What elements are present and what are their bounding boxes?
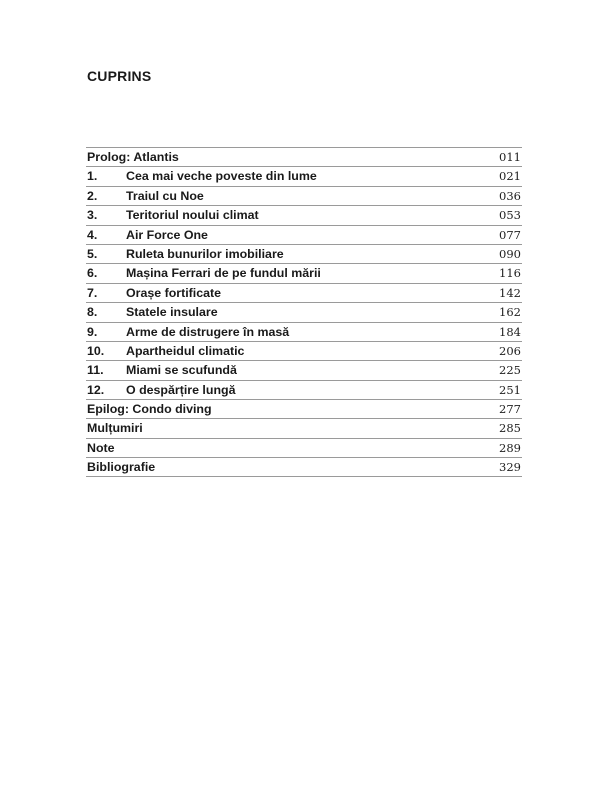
toc-entry-page: 011 xyxy=(499,150,521,164)
toc-entry-page: 162 xyxy=(499,305,521,320)
toc-entry-title: Orașe fortificate xyxy=(126,285,222,300)
table-of-contents xyxy=(86,147,522,477)
toc-row xyxy=(86,205,522,224)
toc-entry-page: 206 xyxy=(499,343,521,358)
toc-entry-number: 1. xyxy=(87,169,98,184)
toc-entry-title: Bibliografie xyxy=(87,460,156,475)
toc-row xyxy=(86,380,522,399)
toc-entry-page: 289 xyxy=(499,440,521,455)
toc-row xyxy=(86,283,522,302)
toc-entry-number: 2. xyxy=(87,188,98,203)
toc-entry-page: 251 xyxy=(499,382,521,397)
toc-entry-number: 11. xyxy=(87,363,104,378)
toc-entry-page: 053 xyxy=(499,208,521,223)
toc-row xyxy=(86,147,522,166)
toc-row xyxy=(86,360,522,379)
toc-entry-title: Statele insulare xyxy=(126,305,218,320)
toc-entry-number: 9. xyxy=(87,324,98,339)
toc-entry-title: Note xyxy=(87,440,115,455)
toc-row xyxy=(86,399,522,418)
toc-entry-page: 021 xyxy=(499,169,521,184)
toc-row xyxy=(86,244,522,263)
toc-entry-title: Epilog: Condo diving xyxy=(87,402,212,417)
toc-row xyxy=(86,438,522,457)
toc-row xyxy=(86,302,522,321)
toc-entry-number: 10. xyxy=(87,343,105,358)
toc-entry-title: Prolog: Atlantis xyxy=(87,150,179,164)
toc-entry-page: 077 xyxy=(499,227,521,242)
toc-row xyxy=(86,457,522,476)
toc-entry-title: Arme de distrugere în masă xyxy=(126,324,290,339)
toc-entry-page: 116 xyxy=(499,266,521,281)
toc-entry-title: Miami se scufundă xyxy=(126,363,237,378)
toc-entry-title: Cea mai veche poveste din lume xyxy=(126,169,317,184)
toc-entry-number: 7. xyxy=(87,285,98,300)
toc-entry-title: Mulțumiri xyxy=(87,421,143,436)
toc-entry-title: Air Force One xyxy=(126,227,208,242)
toc-entry-page: 225 xyxy=(499,363,521,378)
toc-entry-number: 3. xyxy=(87,208,98,223)
toc-row xyxy=(86,225,522,244)
toc-entry-title: Apartheidul climatic xyxy=(126,343,245,358)
toc-entry-page: 285 xyxy=(499,421,521,436)
toc-entry-page: 090 xyxy=(499,246,521,261)
toc-entry-title: Mașina Ferrari de pe fundul mării xyxy=(126,266,321,281)
toc-row xyxy=(86,418,522,437)
toc-entry-title: Teritoriul noului climat xyxy=(126,208,259,223)
toc-row xyxy=(86,341,522,360)
toc-entry-page: 142 xyxy=(499,285,521,300)
toc-entry-page: 277 xyxy=(499,402,521,417)
toc-row xyxy=(86,322,522,341)
page-title: CUPRINS xyxy=(87,68,152,84)
toc-entry-page: 184 xyxy=(499,324,521,339)
toc-entry-page: 329 xyxy=(499,460,521,475)
toc-entry-page: 036 xyxy=(499,188,521,203)
toc-row xyxy=(86,186,522,205)
toc-entry-number: 12. xyxy=(87,382,105,397)
toc-entry-number: 6. xyxy=(87,266,98,281)
toc-entry-title: Traiul cu Noe xyxy=(126,188,204,203)
toc-row xyxy=(86,166,522,185)
toc-entry-number: 8. xyxy=(87,305,98,320)
toc-row xyxy=(86,263,522,282)
toc-entry-number: 5. xyxy=(87,246,98,261)
toc-entry-title: O despărțire lungă xyxy=(126,382,236,397)
toc-entry-title: Ruleta bunurilor imobiliare xyxy=(126,246,284,261)
toc-entry-number: 4. xyxy=(87,227,98,242)
